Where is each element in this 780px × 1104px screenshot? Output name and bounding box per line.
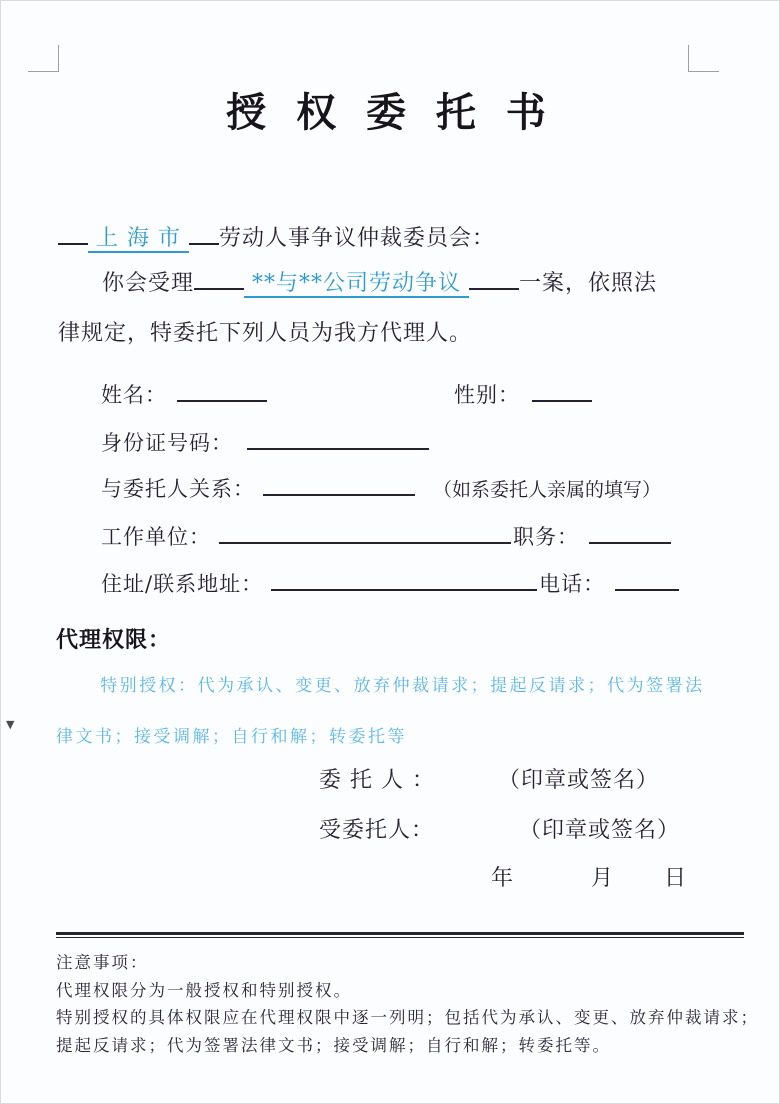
date-line <box>1 861 780 891</box>
position-blank[interactable] <box>589 540 671 544</box>
employer-blank[interactable] <box>219 540 511 544</box>
recipient-blank-right[interactable] <box>189 241 219 245</box>
phone-blank[interactable] <box>615 587 679 591</box>
address-blank[interactable] <box>271 587 537 591</box>
intro-tail: 一案，依照法律规定，特委托下列人员为我方代理人。 <box>58 271 658 346</box>
relation-blank[interactable] <box>263 492 415 496</box>
phone-label: 电话： <box>539 572 606 596</box>
field-row-employer <box>101 521 671 551</box>
recipient-blank-left[interactable] <box>58 241 88 245</box>
id-number-label: 身份证号码： <box>101 431 233 455</box>
day-label: 日 <box>664 866 687 891</box>
field-row-address <box>101 568 679 598</box>
crop-mark-top-left-icon <box>28 45 59 72</box>
gender-blank[interactable] <box>532 398 592 402</box>
intro-lead: 你会受理 <box>102 271 195 296</box>
name-label: 姓名： <box>101 383 167 407</box>
crop-mark-top-right-icon <box>688 45 719 72</box>
committee-label: 劳动人事争议仲裁委员会： <box>219 226 496 251</box>
salutation-line <box>58 221 495 252</box>
intro-paragraph <box>58 259 676 359</box>
agent-seal-hint: （印章或签名） <box>530 818 681 843</box>
notes-section <box>56 949 762 1059</box>
principal-signature-line <box>319 763 659 794</box>
outline-collapse-icon[interactable]: ▼ <box>6 718 15 731</box>
gender-label: 性别： <box>454 383 520 407</box>
notes-line-2: 特别授权的具体权限应在代理权限中逐一列明；包括代为承认、变更、放弃仲裁请求；提起反请求；代为签署法律文书；接受调解；自行和解；转委托等。 <box>56 1008 759 1055</box>
case-blank-right[interactable] <box>469 286 519 290</box>
special-grant-paragraph: 特别授权：代为承认、变更、放弃仲裁请求；提起反请求；代为签署法律文书；接受调解；自行和解；转委托等 <box>56 676 705 747</box>
case-name-value[interactable]: **与**公司劳动争议 <box>244 271 469 298</box>
field-row-name-gender <box>101 379 592 409</box>
id-number-blank[interactable] <box>247 446 429 450</box>
relation-label: 与委托人关系： <box>101 477 255 501</box>
agent-label: 受委托人： <box>319 818 435 843</box>
relation-note: （如系委托人亲属的填写） <box>433 479 662 501</box>
principal-seal-hint: （印章或签名） <box>508 768 659 793</box>
employer-label: 工作单位： <box>101 525 211 549</box>
footnote-separator <box>56 932 744 938</box>
field-row-relation <box>101 473 661 503</box>
page-title: 授 权 委 托 书 <box>226 89 554 136</box>
recipient-value[interactable]: 上 海 市 <box>88 226 189 253</box>
name-blank[interactable] <box>177 398 267 402</box>
principal-label: 委 托 人 ： <box>319 768 435 793</box>
address-label: 住址/联系地址： <box>101 572 264 596</box>
year-label: 年 <box>491 866 514 891</box>
agent-signature-line <box>319 813 680 844</box>
month-label: 月 <box>591 866 614 891</box>
notes-heading: 注意事项： <box>56 953 149 972</box>
field-row-id <box>101 427 429 457</box>
position-label: 职务： <box>513 525 579 549</box>
authority-heading: 代理权限： <box>56 627 172 653</box>
notes-line-1: 代理权限分为一般授权和特别授权。 <box>56 980 352 1000</box>
case-blank-left[interactable] <box>194 286 244 290</box>
